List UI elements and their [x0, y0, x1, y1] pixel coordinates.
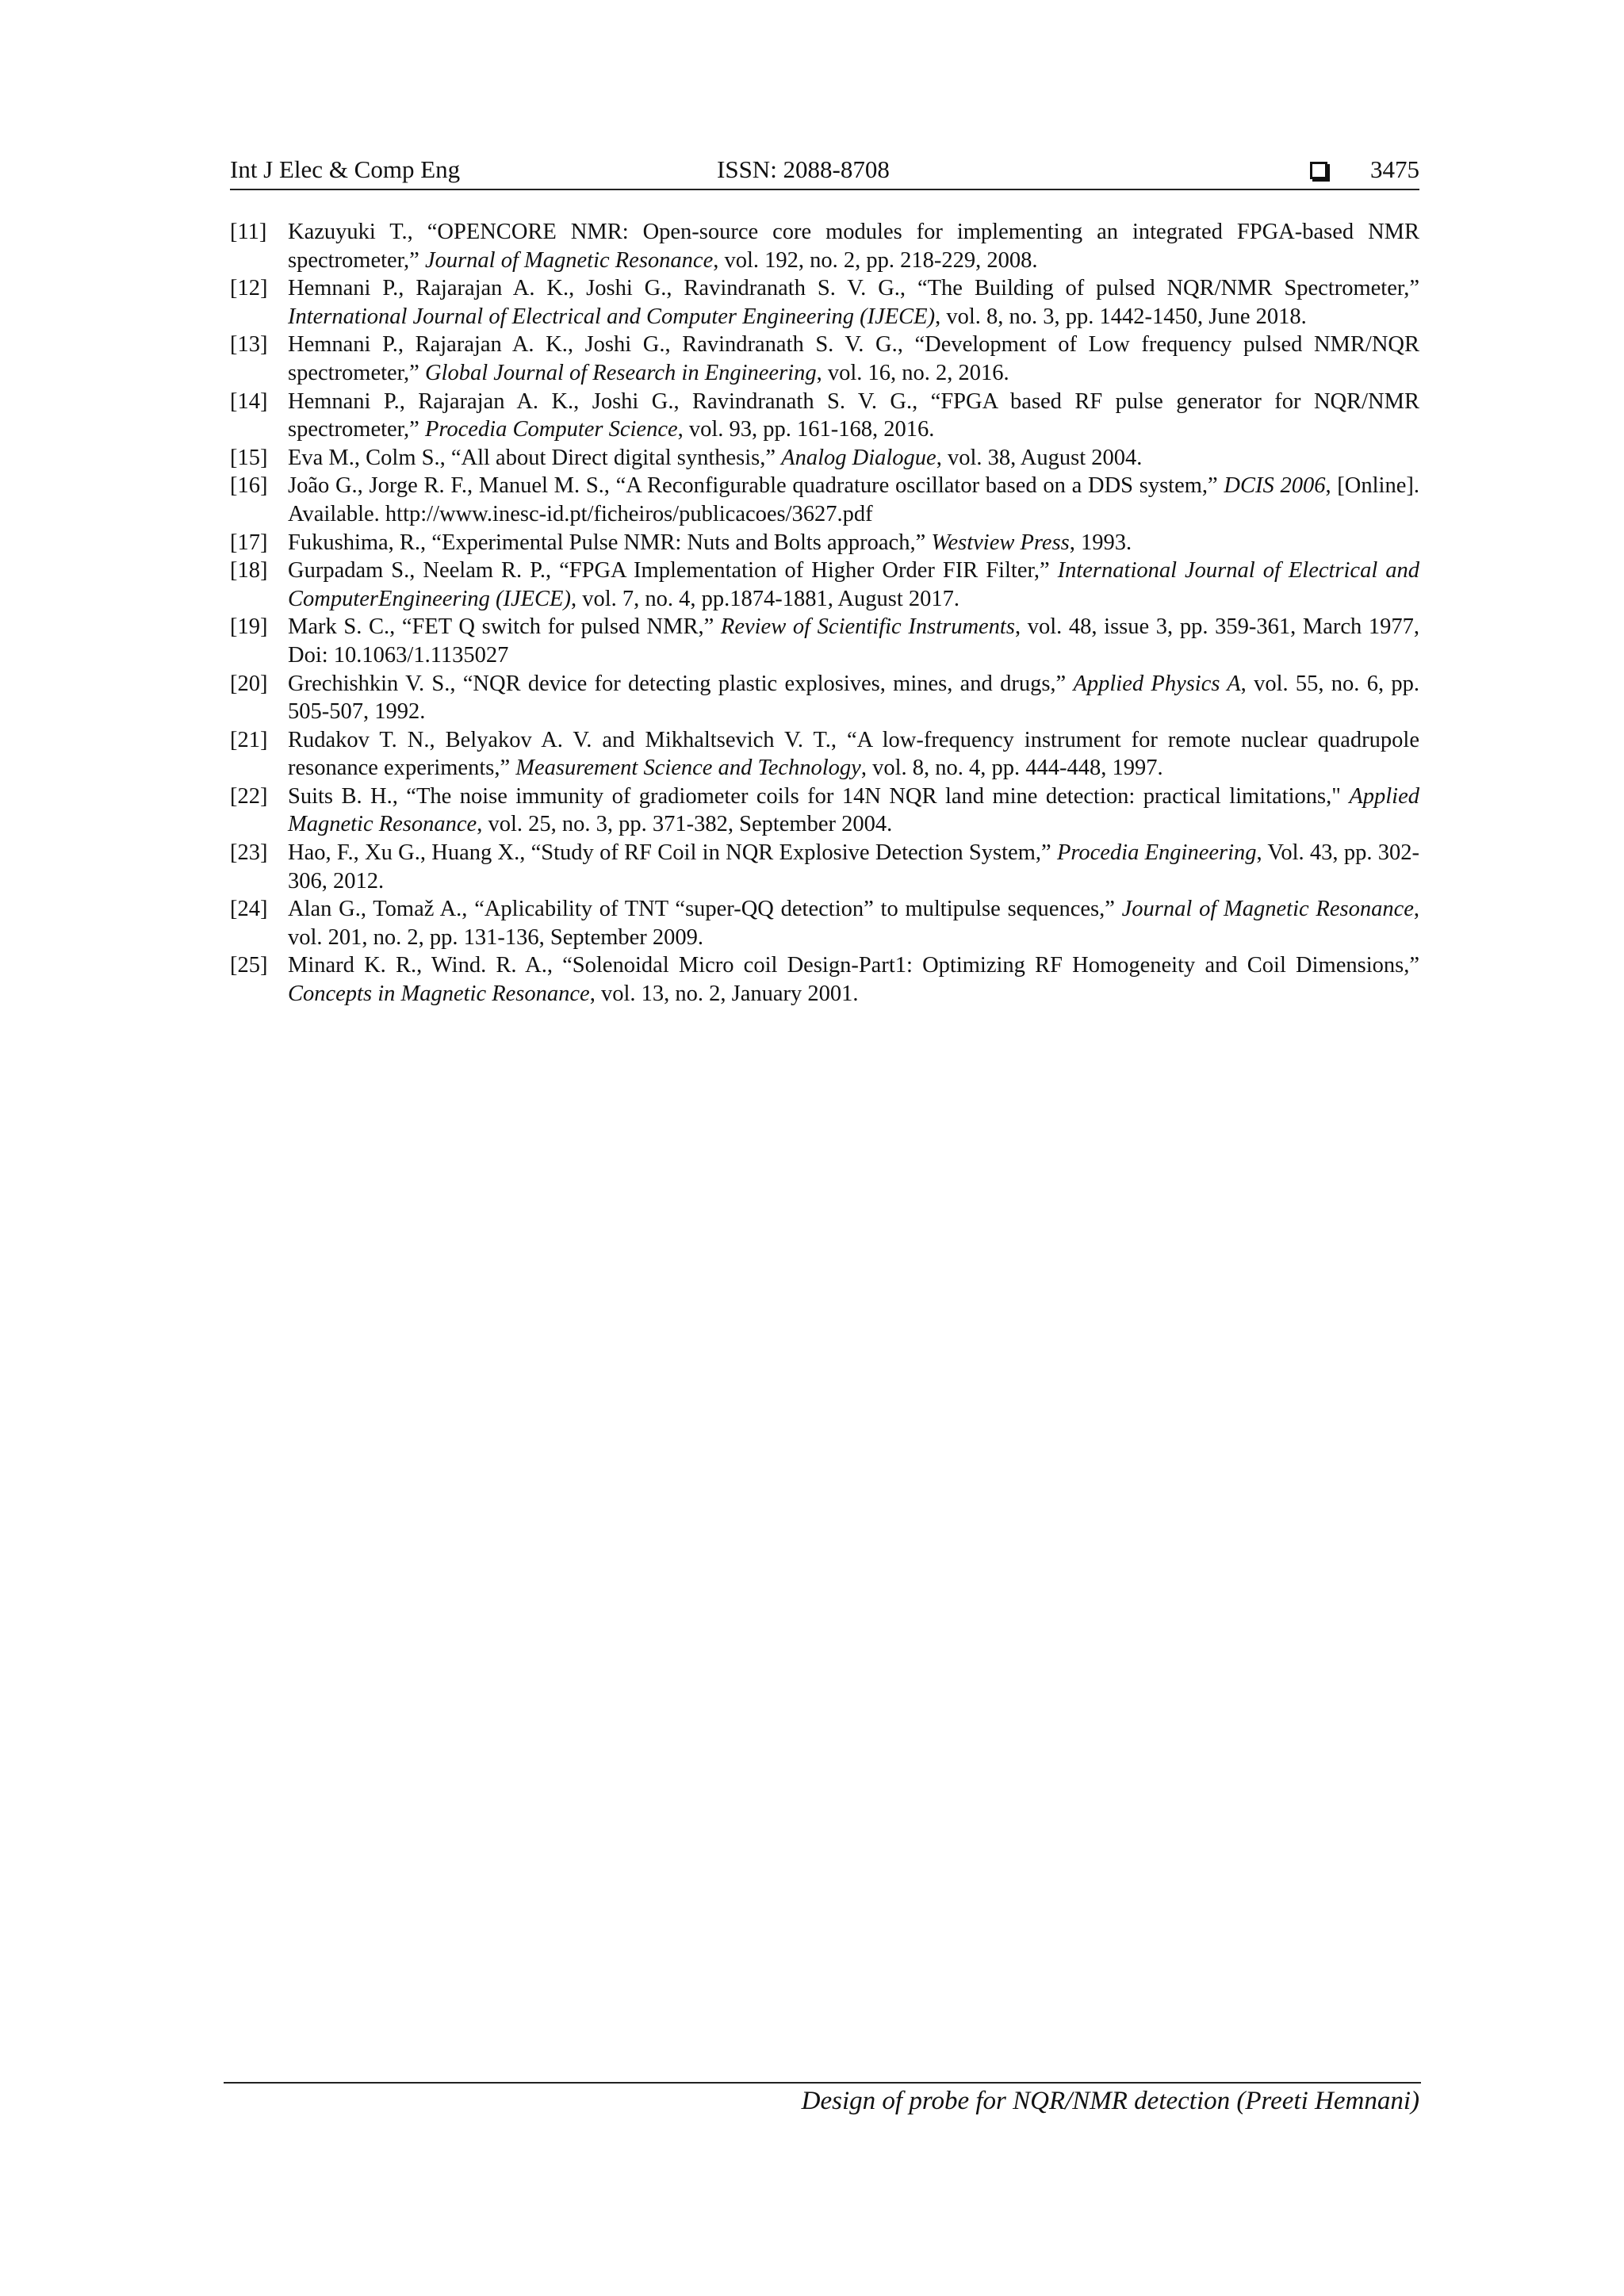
reference-source: Concepts in Magnetic Resonance: [288, 982, 590, 1007]
reference-source: Journal of Magnetic Resonance: [424, 247, 714, 273]
reference-number: [20]: [230, 671, 268, 696]
reference-text: Kazuyuki T., “OPENCORE NMR: Open-source core modules for implementing an integrated FPGA-based NMR spectrometer,” Journal of Magnetic Resonance, vol. 192, no. 2, pp. 218-229, 2008.: [288, 220, 1419, 273]
reference-text: Hemnani P., Rajarajan A. K., Joshi G., Ravindranath S. V. G., “Development of Low frequency pulsed NMR/NQR spectrometer,” Global Journal of Research in Engineering, vol. 16, no. 2, 2016.: [288, 332, 1419, 385]
reference-text: Hemnani P., Rajarajan A. K., Joshi G., Ravindranath S. V. G., “The Building of pulsed NQR/NMR Spectrometer,” International Journal of Electrical and Computer Engineering (IJECE), vol. 8, no. 3, pp. 1442-1450, June 2018.: [288, 276, 1419, 329]
checkbox-square-icon: [1310, 162, 1327, 179]
reference-number: [13]: [230, 332, 268, 358]
reference-item: [230, 331, 1419, 387]
reference-item: [230, 895, 1419, 951]
running-title: Design of probe for NQR/NMR detection (Preeti Hemnani): [801, 2087, 1419, 2115]
reference-source: Procedia Computer Science: [424, 417, 678, 442]
reference-item: [230, 472, 1419, 528]
reference-text: João G., Jorge R. F., Manuel M. S., “A Reconfigurable quadrature oscillator based on a DDS system,” DCIS 2006, [Online]. Available. http://www.inesc-id.pt/ficheiros/publicacoes/3627.pdf: [288, 473, 1419, 526]
reference-item: [230, 218, 1419, 274]
reference-item: [230, 274, 1419, 331]
reference-text: Hao, F., Xu G., Huang X., “Study of RF Coil in NQR Explosive Detection System,” Procedia Engineering, Vol. 43, pp. 302-306, 2012.: [288, 840, 1419, 894]
reference-source: Review of Scientific Instruments: [720, 614, 1015, 640]
reference-text: Hemnani P., Rajarajan A. K., Joshi G., Ravindranath S. V. G., “FPGA based RF pulse generator for NQR/NMR spectrometer,” Procedia Computer Science, vol. 93, pp. 161-168, 2016.: [288, 388, 1419, 442]
issn: ISSN: 2088-8708: [717, 155, 890, 183]
reference-number: [18]: [230, 558, 268, 584]
reference-number: [19]: [230, 614, 268, 640]
reference-source: Analog Dialogue: [781, 445, 936, 470]
reference-source: Applied Magnetic Resonance: [288, 783, 1419, 837]
reference-item: [230, 529, 1419, 557]
reference-number: [14]: [230, 388, 268, 414]
reference-text: Fukushima, R., “Experimental Pulse NMR: Nuts and Bolts approach,” Westview Press, 1993.: [288, 530, 1132, 555]
reference-number: [15]: [230, 445, 268, 470]
reference-item: [230, 444, 1419, 473]
reference-item: [230, 670, 1419, 726]
journal-name: Int J Elec & Comp Eng: [230, 155, 461, 183]
reference-source: DCIS 2006: [1224, 473, 1326, 499]
reference-text: Gurpadam S., Neelam R. P., “FPGA Implementation of Higher Order FIR Filter,” International Journal of Electrical and ComputerEngineering (IJECE), vol. 7, no. 4, pp.1874-1881, August 2017.: [288, 558, 1420, 611]
reference-item: [230, 613, 1419, 669]
reference-item: [230, 783, 1419, 839]
reference-source: International Journal of Electrical and Computer Engineering (IJECE): [288, 304, 936, 329]
page-number: 3475: [1370, 155, 1419, 183]
reference-number: [23]: [230, 840, 268, 866]
reference-text: Suits B. H., “The noise immunity of gradiometer coils for 14N NQR land mine detection: practical limitations," Applied Magnetic Resonance, vol. 25, no. 3, pp. 371-382, September 2004.: [288, 783, 1419, 837]
reference-number: [11]: [230, 220, 267, 244]
reference-item: [230, 557, 1419, 613]
reference-source: Applied Physics A: [1073, 671, 1241, 696]
reference-source: International Journal of Electrical and ComputerEngineering (IJECE): [288, 558, 1420, 611]
reference-text: Eva M., Colm S., “All about Direct digital synthesis,” Analog Dialogue, vol. 38, August 2004.: [288, 445, 1143, 470]
reference-source: Measurement Science and Technology: [515, 756, 861, 781]
reference-number: [17]: [230, 530, 268, 555]
reference-source: Procedia Engineering: [1056, 840, 1257, 866]
reference-item: [230, 388, 1419, 444]
reference-text: Mark S. C., “FET Q switch for pulsed NMR,” Review of Scientific Instruments, vol. 48, issue 3, pp. 359-361, March 1977, Doi: 10.1063/1.1135027: [288, 614, 1420, 668]
reference-number: [21]: [230, 727, 268, 752]
reference-number: [12]: [230, 276, 268, 301]
reference-text: Minard K. R., Wind. R. A., “Solenoidal Micro coil Design-Part1: Optimizing RF Homogeneity and Coil Dimensions,” Concepts in Magnetic Resonance, vol. 13, no. 2, January 2001.: [288, 953, 1419, 1007]
reference-source: Global Journal of Research in Engineering: [424, 360, 817, 385]
reference-text: Alan G., Tomaž A., “Aplicability of TNT “super-QQ detection” to multipulse sequences,” Journal of Magnetic Resonance, vol. 201, no. 2, pp. 131-136, September 2009.: [288, 897, 1419, 950]
reference-source: Journal of Magnetic Resonance: [1121, 897, 1414, 922]
reference-item: [230, 839, 1419, 895]
page-header: [230, 152, 1419, 190]
reference-source: Westview Press: [931, 530, 1070, 555]
reference-text: Rudakov T. N., Belyakov A. V. and Mikhaltsevich V. T., “A low-frequency instrument for remote nuclear quadrupole resonance experiments,” Measurement Science and Technology, vol. 8, no. 4, pp. 444-448, 1997.: [288, 727, 1419, 781]
reference-list: [230, 218, 1419, 1008]
reference-item: [230, 726, 1419, 783]
reference-item: [230, 951, 1419, 1008]
reference-number: [25]: [230, 953, 268, 978]
reference-number: [22]: [230, 783, 268, 809]
reference-number: [16]: [230, 473, 268, 499]
footer-divider: [224, 2082, 1421, 2084]
reference-number: [24]: [230, 897, 268, 922]
reference-text: Grechishkin V. S., “NQR device for detecting plastic explosives, mines, and drugs,” Applied Physics A, vol. 55, no. 6, pp. 505-507, 1992.: [288, 671, 1419, 725]
